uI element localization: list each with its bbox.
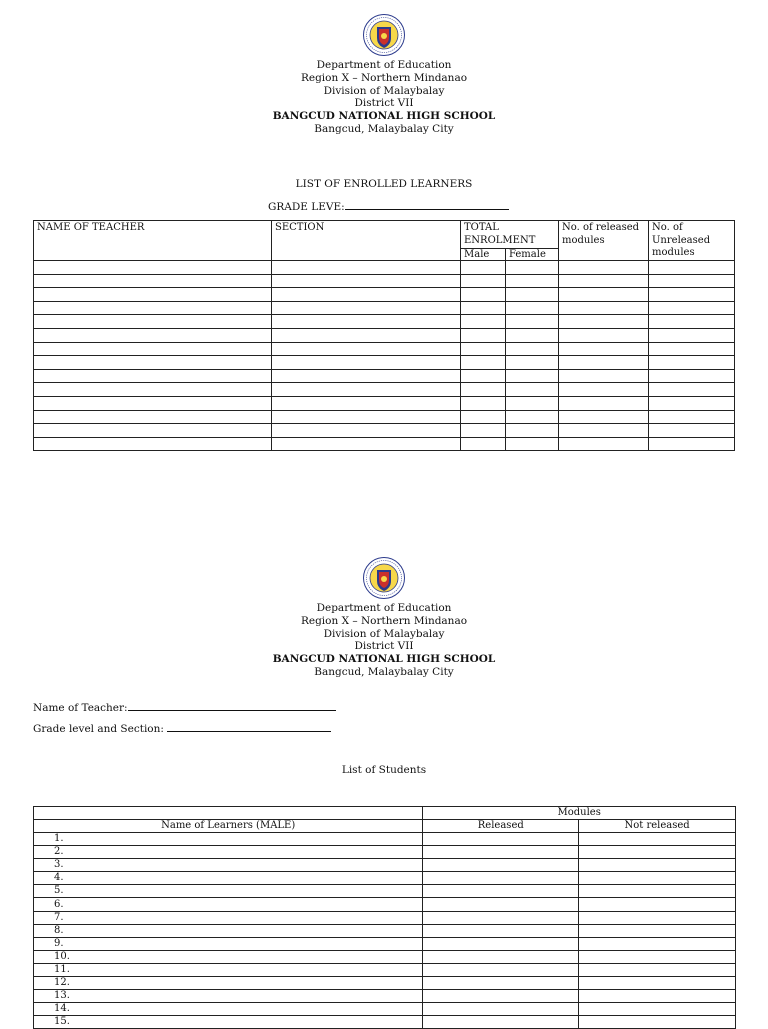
table-cell[interactable] [506, 369, 559, 383]
table-row [34, 356, 735, 370]
table-cell[interactable] [461, 288, 506, 302]
enrolled-learners-rows [34, 261, 735, 451]
table-row [34, 977, 736, 990]
table-cell[interactable] [272, 356, 461, 370]
learner-number-cell[interactable]: 4. [34, 872, 423, 885]
table-cell[interactable] [559, 383, 649, 397]
table-cell[interactable] [34, 274, 272, 288]
table-cell[interactable] [272, 328, 461, 342]
table-cell[interactable] [34, 356, 272, 370]
table-cell[interactable] [506, 315, 559, 329]
table-row [34, 383, 735, 397]
header-school-name: BANGCUD NATIONAL HIGH SCHOOL [272, 110, 496, 123]
released-cell[interactable] [423, 859, 579, 872]
learner-number-cell[interactable]: 11. [34, 963, 423, 976]
table-row [34, 872, 736, 885]
col-released-modules: No. of released modules [559, 221, 649, 261]
released-cell[interactable] [423, 950, 579, 963]
learner-number-cell[interactable]: 3. [34, 859, 423, 872]
table-cell[interactable] [34, 437, 272, 451]
col-total-enrolment: TOTAL ENROLMENT [461, 221, 559, 249]
table-cell[interactable] [272, 424, 461, 438]
table-row [34, 288, 735, 302]
col-section: SECTION [272, 221, 461, 261]
table-row [34, 301, 735, 315]
table-cell[interactable] [506, 261, 559, 275]
teacher-name-blank[interactable] [128, 700, 336, 711]
not-released-cell[interactable] [579, 963, 736, 976]
table-cell[interactable] [34, 383, 272, 397]
released-cell[interactable] [423, 872, 579, 885]
table-row [34, 963, 736, 976]
table-cell[interactable] [559, 356, 649, 370]
table-cell[interactable] [461, 383, 506, 397]
teacher-name-label: Name of Teacher: [33, 702, 128, 714]
col-header-empty [34, 807, 423, 820]
students-table [33, 806, 736, 1029]
table-cell[interactable] [461, 410, 506, 424]
released-cell[interactable] [423, 885, 579, 898]
table-cell[interactable] [461, 274, 506, 288]
learner-number-cell[interactable]: 12. [34, 977, 423, 990]
header-block [0, 59, 768, 136]
table-cell[interactable] [461, 315, 506, 329]
col-unreleased-modules: No. of Unreleased modules [649, 221, 735, 261]
table-cell[interactable] [649, 410, 735, 424]
table-cell[interactable] [272, 315, 461, 329]
table-row [34, 898, 736, 911]
learner-number-cell[interactable]: 15. [34, 1016, 423, 1029]
table-row [34, 1003, 736, 1016]
table-cell[interactable] [461, 342, 506, 356]
table-cell[interactable] [649, 274, 735, 288]
enrolled-learners-table [33, 220, 735, 451]
grade-level-field [268, 199, 509, 213]
table-cell[interactable] [649, 261, 735, 275]
released-cell[interactable] [423, 977, 579, 990]
table-cell[interactable] [34, 396, 272, 410]
not-released-cell[interactable] [579, 898, 736, 911]
released-cell[interactable] [423, 846, 579, 859]
deped-seal-icon [363, 14, 405, 56]
table-cell[interactable] [559, 369, 649, 383]
header-school-name: BANGCUD NATIONAL HIGH SCHOOL [272, 653, 496, 666]
table-row [34, 328, 735, 342]
table-cell[interactable] [272, 301, 461, 315]
col-modules: Modules [423, 807, 736, 820]
table-cell[interactable] [34, 342, 272, 356]
table-cell[interactable] [559, 328, 649, 342]
table-row [34, 937, 736, 950]
table-cell[interactable] [506, 424, 559, 438]
grade-level-label: GRADE LEVE: [268, 201, 345, 213]
table-cell[interactable] [649, 396, 735, 410]
grade-section-blank[interactable] [167, 721, 331, 732]
table-row [34, 924, 736, 937]
table-cell[interactable] [506, 396, 559, 410]
learner-number-cell[interactable]: 1. [34, 833, 423, 846]
learner-number-cell[interactable]: 5. [34, 885, 423, 898]
header-address: Bangcud, Malaybalay City [314, 122, 454, 135]
header-line-division: Division of Malaybalay [323, 627, 445, 640]
table-cell[interactable] [272, 274, 461, 288]
table-cell[interactable] [272, 410, 461, 424]
table-cell[interactable] [272, 288, 461, 302]
table-row [34, 396, 735, 410]
table-cell[interactable] [272, 342, 461, 356]
table-cell[interactable] [649, 383, 735, 397]
table-cell[interactable] [34, 410, 272, 424]
table-cell[interactable] [34, 261, 272, 275]
header-line-department: Department of Education [316, 59, 452, 71]
table-cell[interactable] [559, 342, 649, 356]
table-cell[interactable] [506, 437, 559, 451]
table-cell[interactable] [559, 261, 649, 275]
table-row [34, 859, 736, 872]
table-cell[interactable] [559, 315, 649, 329]
table-row [34, 410, 735, 424]
learner-number-cell[interactable]: 6. [34, 898, 423, 911]
table-cell[interactable] [649, 342, 735, 356]
header-line-division: Division of Malaybalay [323, 84, 445, 97]
not-released-cell[interactable] [579, 924, 736, 937]
not-released-cell[interactable] [579, 833, 736, 846]
table-cell[interactable] [559, 274, 649, 288]
table-cell[interactable] [506, 410, 559, 424]
not-released-cell[interactable] [579, 885, 736, 898]
table-row [34, 315, 735, 329]
grade-section-field [33, 721, 331, 735]
learner-number-cell[interactable]: 9. [34, 937, 423, 950]
table-cell[interactable] [506, 383, 559, 397]
table-cell[interactable] [506, 301, 559, 315]
header-address: Bangcud, Malaybalay City [314, 665, 454, 678]
table-row [34, 261, 735, 275]
table-cell[interactable] [649, 315, 735, 329]
not-released-cell[interactable] [579, 1003, 736, 1016]
released-cell[interactable] [423, 898, 579, 911]
table-cell[interactable] [649, 424, 735, 438]
table-cell[interactable] [272, 261, 461, 275]
header-line-region: Region X – Northern Mindanao [300, 614, 468, 627]
table-cell[interactable] [461, 356, 506, 370]
released-cell[interactable] [423, 963, 579, 976]
enrolled-learners-title: LIST OF ENROLLED LEARNERS [295, 178, 473, 190]
table-row [34, 437, 735, 451]
table-cell[interactable] [559, 437, 649, 451]
table-cell[interactable] [461, 369, 506, 383]
teacher-name-field [33, 700, 336, 714]
header-block-2 [0, 602, 768, 679]
table-row [34, 911, 736, 924]
learner-number-cell[interactable]: 7. [34, 911, 423, 924]
col-male: Male [461, 249, 506, 261]
table-cell[interactable] [272, 369, 461, 383]
table-cell[interactable] [461, 301, 506, 315]
table-cell[interactable] [506, 288, 559, 302]
table-row [34, 833, 736, 846]
not-released-cell[interactable] [579, 977, 736, 990]
learner-number-cell[interactable]: 13. [34, 990, 423, 1003]
header-line-department: Department of Education [316, 602, 452, 614]
released-cell[interactable] [423, 911, 579, 924]
table-cell[interactable] [649, 288, 735, 302]
table-cell[interactable] [649, 437, 735, 451]
grade-level-blank[interactable] [345, 199, 509, 210]
released-cell[interactable] [423, 1003, 579, 1016]
table-cell[interactable] [461, 396, 506, 410]
not-released-cell[interactable] [579, 950, 736, 963]
table-cell[interactable] [559, 396, 649, 410]
table-cell[interactable] [506, 274, 559, 288]
table-cell[interactable] [506, 356, 559, 370]
not-released-cell[interactable] [579, 872, 736, 885]
col-female: Female [506, 249, 559, 261]
table-cell[interactable] [649, 301, 735, 315]
grade-section-label: Grade level and Section: [33, 723, 164, 735]
table-row [34, 369, 735, 383]
header-line-region: Region X – Northern Mindanao [300, 71, 468, 84]
learner-number-cell[interactable]: 10. [34, 950, 423, 963]
table-cell[interactable] [506, 328, 559, 342]
list-of-students-title: List of Students [341, 764, 427, 776]
table-cell[interactable] [461, 261, 506, 275]
table-cell[interactable] [272, 437, 461, 451]
released-cell[interactable] [423, 924, 579, 937]
table-cell[interactable] [272, 383, 461, 397]
table-cell[interactable] [34, 328, 272, 342]
table-cell[interactable] [34, 424, 272, 438]
table-row [34, 990, 736, 1003]
not-released-cell[interactable] [579, 1016, 736, 1029]
table-row [34, 274, 735, 288]
table-cell[interactable] [461, 437, 506, 451]
released-cell[interactable] [423, 990, 579, 1003]
table-cell[interactable] [649, 356, 735, 370]
table-cell[interactable] [461, 424, 506, 438]
col-name-of-learners: Name of Learners (MALE) [34, 820, 423, 833]
header-line-district: District VII [354, 640, 414, 653]
released-cell[interactable] [423, 833, 579, 846]
table-row [34, 342, 735, 356]
table-cell[interactable] [34, 301, 272, 315]
header-line-district: District VII [354, 97, 414, 110]
col-not-released: Not released [579, 820, 736, 833]
released-cell[interactable] [423, 937, 579, 950]
table-row [34, 424, 735, 438]
table-row [34, 885, 736, 898]
table-cell[interactable] [649, 328, 735, 342]
table-cell[interactable] [506, 342, 559, 356]
table-cell[interactable] [559, 410, 649, 424]
table-cell[interactable] [461, 328, 506, 342]
students-rows [34, 833, 736, 1029]
not-released-cell[interactable] [579, 846, 736, 859]
learner-number-cell[interactable]: 2. [34, 846, 423, 859]
not-released-cell[interactable] [579, 990, 736, 1003]
deped-seal-icon [363, 557, 405, 599]
table-cell[interactable] [559, 288, 649, 302]
not-released-cell[interactable] [579, 859, 736, 872]
table-row [34, 950, 736, 963]
table-cell[interactable] [34, 315, 272, 329]
not-released-cell[interactable] [579, 937, 736, 950]
released-cell[interactable] [423, 1016, 579, 1029]
table-cell[interactable] [34, 288, 272, 302]
table-cell[interactable] [559, 424, 649, 438]
table-cell[interactable] [559, 301, 649, 315]
table-cell[interactable] [34, 369, 272, 383]
table-cell[interactable] [649, 369, 735, 383]
col-released: Released [423, 820, 579, 833]
table-row [34, 1016, 736, 1029]
not-released-cell[interactable] [579, 911, 736, 924]
learner-number-cell[interactable]: 14. [34, 1003, 423, 1016]
col-name-of-teacher: NAME OF TEACHER [34, 221, 272, 261]
table-cell[interactable] [272, 396, 461, 410]
learner-number-cell[interactable]: 8. [34, 924, 423, 937]
table-row [34, 846, 736, 859]
